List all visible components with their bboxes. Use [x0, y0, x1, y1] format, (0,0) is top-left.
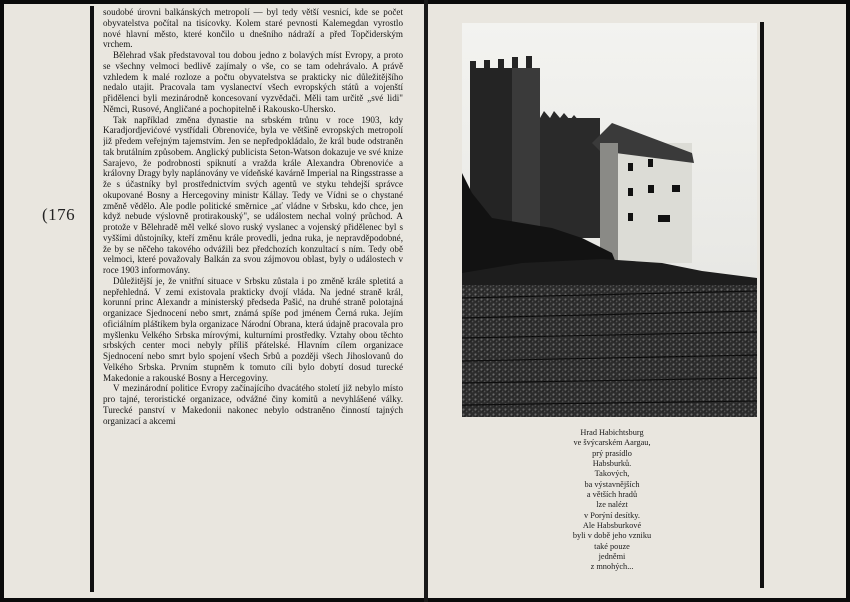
window: [648, 159, 653, 167]
caption-line: lze nalézt: [596, 500, 628, 510]
right-margin-rule: [760, 22, 764, 588]
caption-line: byli v době jeho vzniku: [572, 531, 652, 541]
window: [628, 163, 633, 171]
castle-photo: [462, 23, 757, 417]
page-number: (176: [42, 205, 76, 224]
window: [648, 185, 654, 193]
caption-line: z mnohých...: [590, 562, 634, 572]
caption-line: Ale Habsburkové: [582, 521, 642, 531]
photo-caption: [522, 428, 702, 573]
window: [658, 215, 670, 222]
body-text: [103, 7, 403, 583]
vineyard: [462, 285, 757, 417]
paragraph: V mezinárodní politice Evropy začínajícího dvacátého století již nebylo místo pro tajné, teroristické organizace, odvážné činy komitů a nevyhlášené války. Turecké panství v Makedonii nakonec nebylo odstraněno činností tajných organizací a akcemi: [103, 383, 403, 426]
paragraph: Bělehrad však představoval tou dobou jedno z bolavých míst Evropy, a proto se všechny velmoci bedlivě zajímaly o vše, co se tam odehrávalo. A právě vzhledem k malé rozloze a počtu obyvatelstva se prakticky nic důležitějšího nedalo utajit. Pracovala tam vyslanectví všech evropských států a vojenští přidělenci byli mezinárodně koncesovaní vyzvědači. Měli tam určitě „své lidi" Němci, Rusové, Angličané a pochopitelně i Rakousko-Uhersko.: [103, 50, 403, 114]
paragraph: soudobé úrovni balkánských metropolí — byl tedy větší vesnicí, kde se počet obyvatelstva počítal na tisícovky. Kolem staré pevnosti Kalemegdan vyrostlo nové hlavní město, které končilo u dnešního nádraží a před Topčiderským vrchem.: [103, 7, 403, 50]
window: [628, 188, 633, 196]
residence-shadow: [600, 143, 618, 263]
window: [672, 185, 680, 192]
caption-line: ba výstavnějších: [584, 479, 640, 489]
left-margin-rule: [90, 6, 94, 592]
caption-line: Takových,: [594, 469, 630, 479]
caption-line: v Porýní desítky.: [584, 510, 640, 520]
paragraph: Důležitější je, že vnitřní situace v Srbsku zůstala i po změně krále spletitá a nepřehledná. V zemi existovala prakticky dvojí vláda. Na jedné straně král, korunní princ Alexandr a ministerský předseda Pašić, na druhé straně polotajná organizace Sjednocení nebo smrt, známá spíše pod jménem Černá ruka. Jejím oficiálním pláštíkem byla organizace Národní Obrana, která údajně pracovala pro myšlenku Velkého Srbska mírovými, kulturními prostředky. Vztahy obou těchto srbských center moci nebyly příliš přátelské. Hlavním cílem organizace Sjednocení nebo smrt bylo spojení všech Srbů a později všech Jihoslovanů do Velkého Srbska. Prvním stupněm k tomuto cíli bylo dobytí dosud turecké Makedonie a rakouské Bosny a Hercegoviny.: [103, 275, 403, 383]
caption-line: prý prasídlo: [592, 448, 632, 458]
caption-line: Habsburků.: [592, 459, 632, 469]
paragraph: Tak například změna dynastie na srbském trůnu v roce 1903, kdy Karadjordjevićové vystřídali Obrenoviće, byla ve většině evropských metropolí již předem veřejným tajemstvím. Jen se nepředpokládalo, že král bude odstraněn tak brutálním způsobem. Anglický publicista Seton-Watson dokazuje ve své knize Sarajevo, že podrobnosti spiknutí a vražda krále Alexandra Obrenoviće a královny Dragy byly naplánovány ve vídeňské kavárně Imperial na Ringsstrasse a že s účastníky byl prostřednictvím svých agentů ve styku tehdejší správce okupované Bosny a Hercegoviny ministr Kállay. Tedy ve Vídni se o chystané změně vědělo. Ale podle politické směrnice „ať vládne v Srbsku, kdo chce, jen když nebude výslovně protirakouský", se událostem nechal volný průchod. A protože v Bělehradě měl velké slovo ruský vyslanec a vojenský přidělenec byl s vyššími důstojníky, kteří změnu krále provedli, jedna ruka, je nepravděpodobné, že by se něčeho takového odvážili bez předchozích konzultací s ním. Tedy obě velmoci, které považovaly Balkán za svou zájmovou oblast, byly o událostech v roce 1903 informovány.: [103, 114, 403, 275]
caption-line: jedněmi: [598, 552, 626, 562]
caption-line: Hrad Habichtsburg: [580, 428, 644, 437]
caption-line: ve švýcarském Aargau,: [573, 438, 651, 448]
window: [628, 213, 633, 221]
caption-line: také pouze: [594, 541, 630, 551]
keep-shadow-face: [512, 68, 540, 238]
caption-line: a větších hradů: [586, 490, 638, 500]
